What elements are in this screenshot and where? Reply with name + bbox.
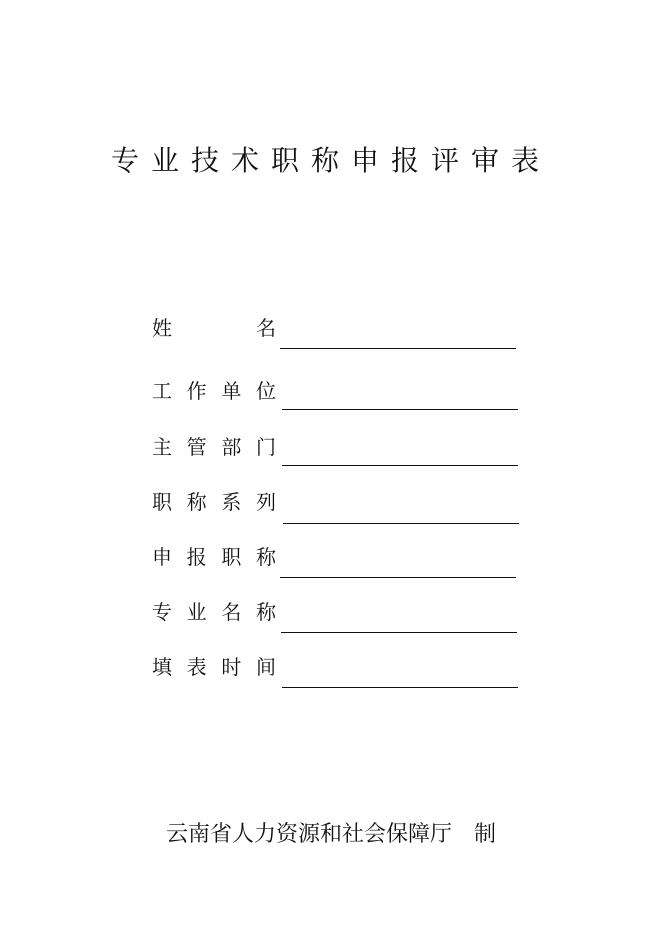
- label-char: 表: [186, 655, 207, 679]
- issuer-name: 云南省人力资源和社会保障厅: [165, 822, 452, 847]
- label-char: 申: [152, 545, 172, 569]
- field-applied-title: [152, 542, 522, 582]
- field-fill-date: [152, 652, 522, 692]
- field-department-label: [152, 432, 276, 462]
- field-department: [152, 432, 522, 472]
- field-work-unit-label: [152, 376, 276, 406]
- field-specialty-label: [152, 597, 276, 627]
- label-char: 单: [221, 379, 242, 403]
- label-char: 称: [255, 600, 276, 624]
- label-char: 作: [186, 379, 207, 403]
- field-title-series: [152, 487, 522, 527]
- label-char: 时: [221, 655, 242, 679]
- label-char: 职: [221, 545, 242, 569]
- label-char: 工: [152, 379, 172, 403]
- label-char: 间: [255, 655, 276, 679]
- field-applied-title-label: [152, 542, 276, 572]
- label-char: 专: [152, 600, 172, 624]
- label-char: 系: [221, 490, 242, 514]
- field-work-unit: [152, 376, 522, 416]
- label-char: 主: [152, 435, 172, 459]
- field-name-blank-line[interactable]: [280, 348, 516, 349]
- field-title-series-label: [152, 487, 276, 517]
- field-specialty-blank-line[interactable]: [281, 632, 517, 633]
- field-work-unit-blank-line[interactable]: [282, 409, 518, 410]
- label-char: 称: [255, 545, 276, 569]
- label-char: 门: [255, 435, 276, 459]
- field-fill-date-label: [152, 652, 276, 682]
- field-fill-date-blank-line[interactable]: [282, 687, 518, 688]
- label-char: 称: [186, 490, 207, 514]
- label-char: 名: [256, 316, 276, 340]
- field-applied-title-blank-line[interactable]: [280, 577, 516, 578]
- label-char: 列: [255, 490, 276, 514]
- label-char: 姓: [152, 316, 172, 340]
- label-char: 填: [152, 655, 172, 679]
- label-char: 管: [186, 435, 207, 459]
- field-department-blank-line[interactable]: [282, 465, 518, 466]
- label-char: 位: [255, 379, 276, 403]
- label-char: 职: [152, 490, 172, 514]
- label-char: 部: [221, 435, 242, 459]
- field-title-series-blank-line[interactable]: [283, 523, 519, 524]
- label-char: 名: [221, 600, 242, 624]
- label-char: 报: [186, 545, 207, 569]
- label-char: 业: [186, 600, 207, 624]
- form-title: 专业技术职称申报评审表: [110, 144, 551, 177]
- issuer-suffix: 制: [474, 822, 497, 847]
- footer-issuer-line: [0, 817, 662, 853]
- field-name-label: [152, 313, 276, 343]
- field-specialty: [152, 597, 522, 637]
- field-name: [152, 313, 522, 353]
